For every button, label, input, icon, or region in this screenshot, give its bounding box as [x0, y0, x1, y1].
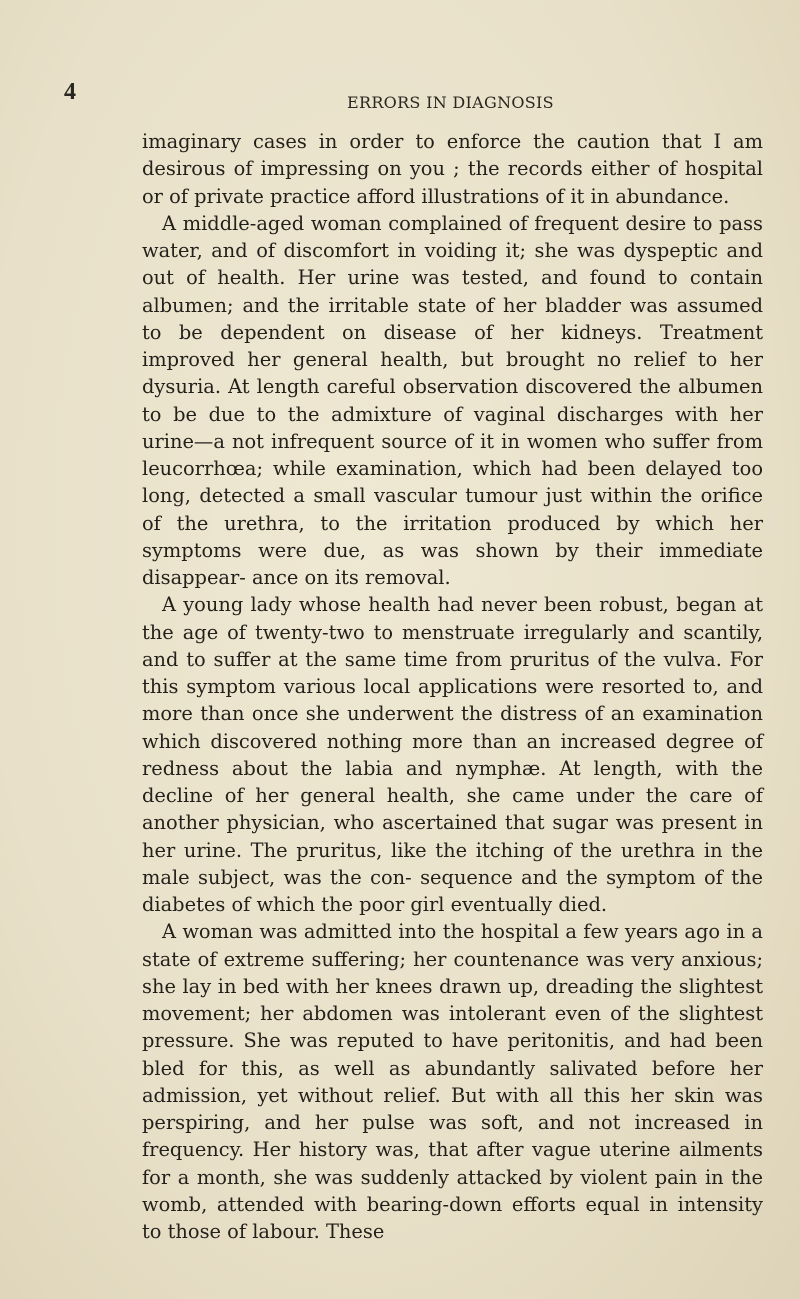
paragraph-continuation: imaginary cases in order to enforce the caution that I am desirous of impressing on you ; the records either of hospital or of private practice afford illustrations of it in abundance. [142, 130, 763, 208]
running-title: ERRORS IN DIAGNOSIS [347, 93, 554, 112]
body-text [142, 128, 763, 1245]
paragraph-case-middle-aged-woman: A middle-aged woman complained of frequent desire to pass water, and of discomfort in voiding it; she was dyspeptic and out of health. Her urine was tested, and found to contain albumen; and the irritable state of her bladder was assumed to be dependent on disease of her kidneys. Treatment improved her general health, but brought no relief to her dysuria. At length careful observation discovered the albumen to be due to the admixture of vaginal discharges with her urine—a not infrequent source of it in women who suffer from leucorrhœa; while examination, which had been delayed too long, detected a small vascular tumour just within the orifice of the urethra, to the irritation produced by which her symptoms were due, as was shown by their immediate disappear- ance on its removal. [142, 211, 763, 589]
paragraph-case-young-lady: A young lady whose health had never been robust, began at the age of twenty-two to menstruate irregularly and scantily, and to suffer at the same time from pruritus of the vulva. For this symptom various local applications were resorted to, and more than once she underwent the distress of an examination which discovered nothing more than an increased degree of redness about the labia and nymphæ. At length, with the decline of her general health, she came under the care of another physician, who ascertained that sugar was present in her urine. The pruritus, like the itching of the urethra in the male subject, was the con- sequence and the symptom of the diabetes of which the poor girl eventually died. [142, 593, 763, 916]
page-number: 4 [64, 79, 76, 105]
running-head [0, 79, 800, 117]
paragraph-case-admitted-woman: A woman was admitted into the hospital a few years ago in a state of extreme suffering; her countenance was very anxious; she lay in bed with her knees drawn up, dreading the slightest movement; her abdomen was intolerant even of the slightest pressure. She was reputed to have peritonitis, and had been bled for this, as well as abundantly salivated before her admission, yet without relief. But with all this her skin was perspiring, and her pulse was soft, and not increased in frequency. Her history was, that after vague uterine ailments for a month, she was suddenly attacked by violent pain in the womb, attended with bearing-down efforts equal in intensity to those of labour. These [142, 920, 763, 1243]
